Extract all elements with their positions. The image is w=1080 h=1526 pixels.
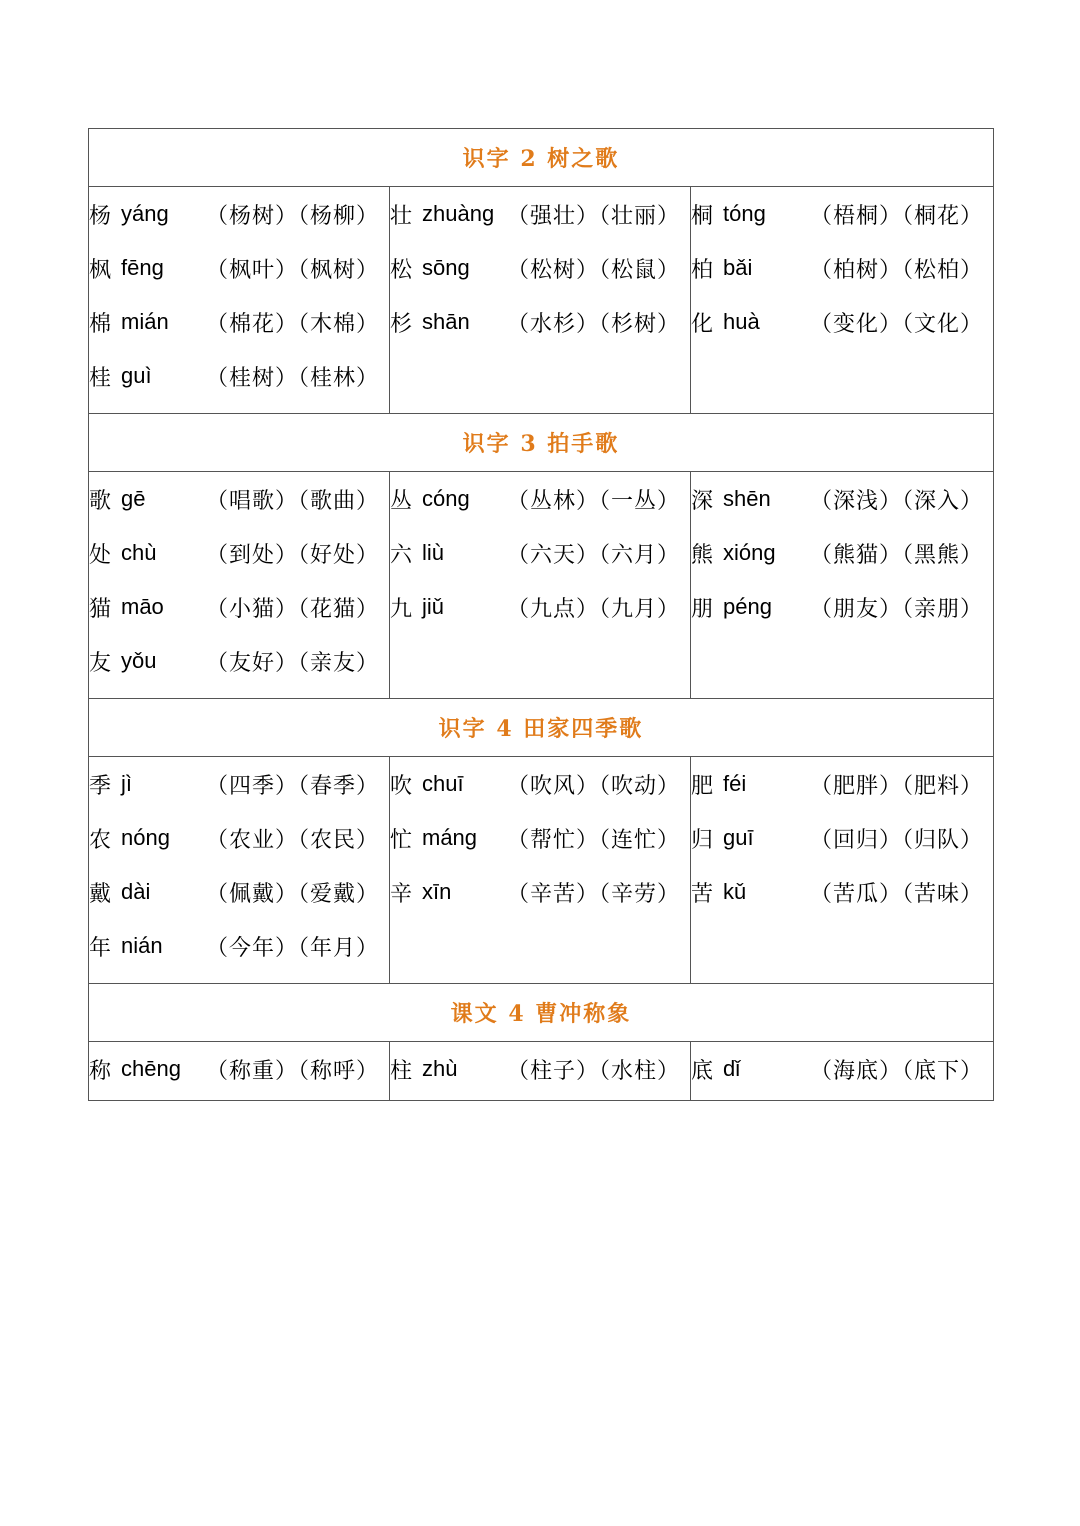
character: 化 [691,311,714,337]
word-column [89,757,390,984]
pinyin: huà [723,309,760,334]
example-words: （吹风）（吹动） [506,773,680,799]
example-words: （小猫）（花猫） [205,596,379,622]
word-column [89,472,390,699]
section-body-row [89,472,994,699]
vocab-entry [390,1042,690,1096]
character: 松 [390,257,413,283]
vocab-entry [691,1042,993,1096]
vocab-entry [390,526,690,580]
pinyin: tóng [723,201,766,226]
vocab-entry [691,295,993,349]
example-words: （辛苦）（辛劳） [506,881,680,907]
character: 戴 [89,881,112,907]
vocab-entry [89,811,389,865]
example-words: （朋友）（亲朋） [809,596,983,622]
character: 猫 [89,596,112,622]
example-words: （回归）（归队） [809,827,983,853]
character: 吹 [390,773,413,799]
example-words: （四季）（春季） [205,773,379,799]
example-words: （梧桐）（桐花） [809,203,983,229]
character: 柏 [691,257,714,283]
character: 归 [691,827,714,853]
pinyin: yáng [121,201,169,226]
character: 肥 [691,773,714,799]
word-column [390,187,691,414]
example-words: （棉花）（木棉） [205,311,379,337]
section-title: 课文 4 曹冲称象 [89,984,994,1042]
character: 歌 [89,488,112,514]
pinyin: dài [121,879,151,904]
example-words: （苦瓜）（苦味） [809,881,983,907]
word-column [89,187,390,414]
example-words: （今年）（年月） [205,935,379,961]
example-words: （九点）（九月） [506,596,680,622]
pinyin: jì [121,771,132,796]
example-words: （到处）（好处） [205,542,379,568]
vocab-entry [390,865,690,919]
example-words: （佩戴）（爱戴） [205,881,379,907]
character: 朋 [691,596,714,622]
vocab-entry [691,865,993,919]
pinyin: nóng [121,825,170,850]
pinyin: shēn [723,486,771,511]
character: 农 [89,827,112,853]
vocabulary-table [88,128,994,1101]
pinyin: zhù [422,1056,458,1081]
vocab-entry [89,1042,389,1096]
pinyin: féi [723,771,747,796]
character: 六 [390,542,413,568]
vocab-entry [691,472,993,526]
section-title: 识字 3 拍手歌 [89,414,994,472]
pinyin: sōng [422,255,470,280]
pinyin: mián [121,309,169,334]
word-column [691,472,994,699]
character: 辛 [390,881,413,907]
pinyin: chuī [422,771,464,796]
vocab-entry [691,580,993,634]
example-words: （变化）（文化） [809,311,983,337]
pinyin: zhuàng [422,201,495,226]
character: 熊 [691,542,714,568]
character: 桂 [89,365,112,391]
character: 桐 [691,203,714,229]
vocab-entry [89,580,389,634]
section-body-row [89,1042,994,1101]
pinyin: kǔ [723,879,747,904]
example-words: （杨树）（杨柳） [205,203,379,229]
example-words: （海底）（底下） [809,1058,983,1084]
pinyin: jiǔ [422,594,445,619]
vocab-entry [89,634,389,688]
pinyin: xīn [422,879,452,904]
example-words: （深浅）（深入） [809,488,983,514]
vocab-entry [89,472,389,526]
vocab-entry [89,295,389,349]
vocab-entry [89,241,389,295]
vocab-entry [691,811,993,865]
section-body-row [89,187,994,414]
section-title-row [89,984,994,1042]
word-column [691,1042,994,1101]
character: 深 [691,488,714,514]
vocab-entry [390,472,690,526]
vocab-entry [390,187,690,241]
pinyin: chēng [121,1056,181,1081]
pinyin: guì [121,363,152,388]
word-column [390,1042,691,1101]
vocab-entry [89,919,389,973]
vocab-entry [89,865,389,919]
character: 苦 [691,881,714,907]
pinyin: cóng [422,486,470,511]
pinyin: nián [121,933,163,958]
section-title: 识字 2 树之歌 [89,129,994,187]
example-words: （柏树）（松柏） [809,257,983,283]
vocab-entry [89,349,389,403]
character: 底 [691,1058,714,1084]
example-words: （熊猫）（黑熊） [809,542,983,568]
example-words: （帮忙）（连忙） [506,827,680,853]
character: 处 [89,542,112,568]
example-words: （称重）（称呼） [205,1058,379,1084]
word-column [691,187,994,414]
character: 年 [89,935,112,961]
vocab-entry [390,580,690,634]
pinyin: fēng [121,255,164,280]
pinyin: dǐ [723,1056,741,1081]
example-words: （松树）（松鼠） [506,257,680,283]
vocab-entry [390,811,690,865]
example-words: （友好）（亲友） [205,650,379,676]
section-body-row [89,757,994,984]
example-words: （六天）（六月） [506,542,680,568]
vocab-entry [691,187,993,241]
section-title-row [89,414,994,472]
character: 杨 [89,203,112,229]
example-words: （农业）（农民） [205,827,379,853]
character: 季 [89,773,112,799]
example-words: （桂树）（桂林） [205,365,379,391]
word-column [390,757,691,984]
pinyin: yǒu [121,648,157,673]
character: 壮 [390,203,413,229]
word-column [390,472,691,699]
pinyin: bǎi [723,255,753,280]
character: 称 [89,1058,112,1084]
vocab-entry [89,526,389,580]
section-title: 识字 4 田家四季歌 [89,699,994,757]
vocab-entry [691,757,993,811]
vocab-entry [390,295,690,349]
vocab-entry [89,187,389,241]
vocab-entry [691,241,993,295]
pinyin: liù [422,540,445,565]
vocab-entry [691,526,993,580]
character: 忙 [390,827,413,853]
pinyin: péng [723,594,772,619]
example-words: （枫叶）（枫树） [205,257,379,283]
character: 杉 [390,311,413,337]
vocab-entry [390,241,690,295]
pinyin: guī [723,825,754,850]
pinyin: shān [422,309,470,334]
character: 棉 [89,311,112,337]
example-words: （水杉）（杉树） [506,311,680,337]
character: 九 [390,596,413,622]
example-words: （唱歌）（歌曲） [205,488,379,514]
pinyin: gē [121,486,146,511]
word-column [691,757,994,984]
vocab-entry [390,757,690,811]
pinyin: máng [422,825,478,850]
example-words: （肥胖）（肥料） [809,773,983,799]
pinyin: māo [121,594,164,619]
section-title-row [89,129,994,187]
pinyin: chù [121,540,157,565]
example-words: （丛林）（一丛） [506,488,680,514]
character: 友 [89,650,112,676]
vocab-entry [89,757,389,811]
word-column [89,1042,390,1101]
section-title-row [89,699,994,757]
character: 枫 [89,257,112,283]
character: 柱 [390,1058,413,1084]
example-words: （柱子）（水柱） [506,1058,680,1084]
pinyin: xióng [723,540,776,565]
example-words: （强壮）（壮丽） [506,203,680,229]
character: 丛 [390,488,413,514]
